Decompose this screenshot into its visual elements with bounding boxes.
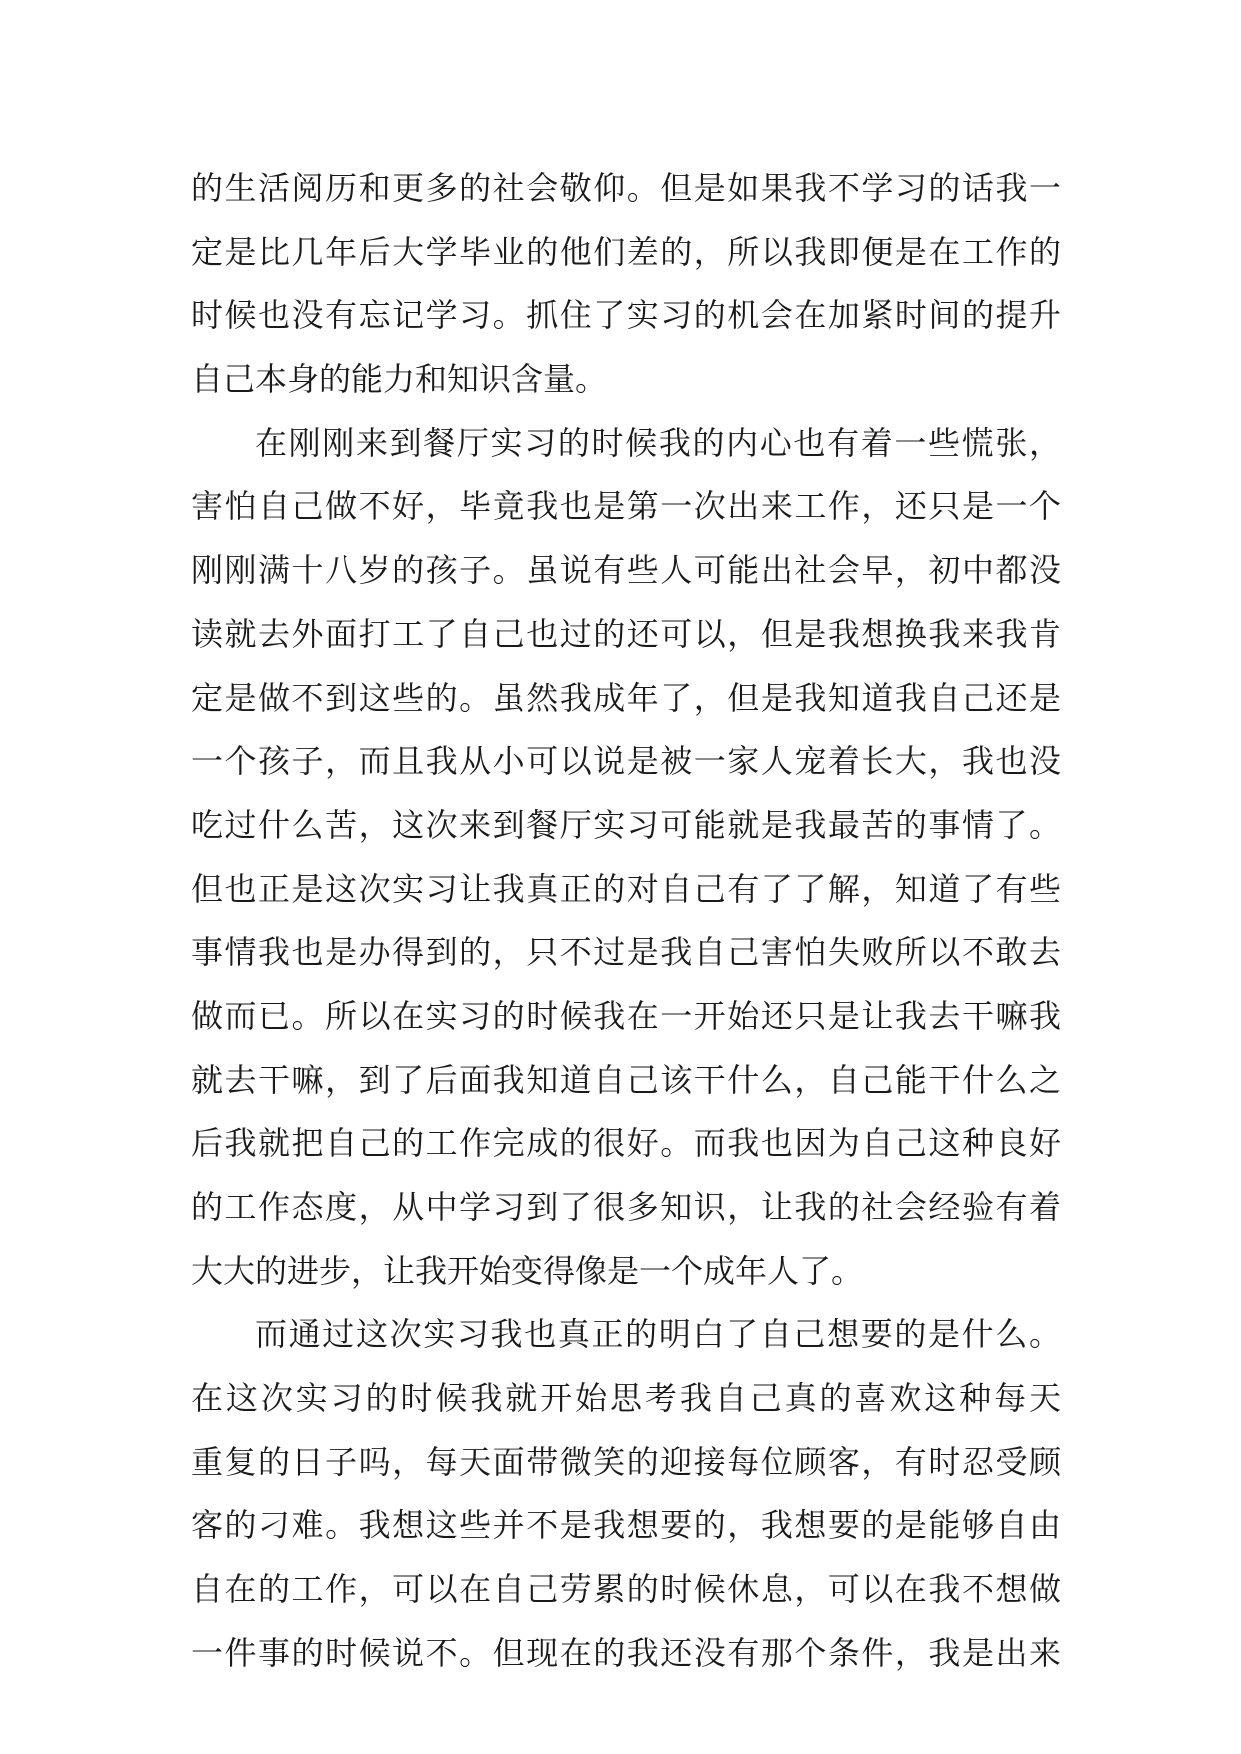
body-text [191,157,1061,1686]
text-line: 害怕自己做不好，毕竟我也是第一次出来工作，还只是一个 [191,487,1061,526]
text-line: 读就去外面打工了自己也过的还可以，但是我想换我来我肯 [191,614,1061,653]
text-line: 但也正是这次实习让我真正的对自己有了了解，知道了有些 [191,869,1061,908]
text-line: 在刚刚来到餐厅实习的时候我的内心也有着一些慌张， [255,423,1061,462]
text-line: 定是比几年后大学毕业的他们差的，所以我即便是在工作的 [191,232,1061,271]
text-line: 刚刚满十八岁的孩子。虽说有些人可能出社会早，初中都没 [191,551,1061,590]
text-line: 做而已。所以在实习的时候我在一开始还只是让我去干嘛我 [191,996,1061,1035]
text-line: 吃过什么苦，这次来到餐厅实习可能就是我最苦的事情了。 [191,805,1061,844]
text-line: 事情我也是办得到的，只不过是我自己害怕失败所以不敢去 [191,933,1061,972]
text-line: 大大的进步，让我开始变得像是一个成年人了。 [191,1251,864,1290]
text-line: 一件事的时候说不。但现在的我还没有那个条件，我是出来 [191,1633,1061,1672]
text-line: 自在的工作，可以在自己劳累的时候休息，可以在我不想做 [191,1570,1061,1609]
text-line: 的生活阅历和更多的社会敬仰。但是如果我不学习的话我一 [191,169,1061,207]
text-line: 的工作态度，从中学习到了很多知识，让我的社会经验有着 [191,1188,1061,1226]
text-line: 就去干嘛，到了后面我知道自己该干什么，自己能干什么之 [191,1060,1061,1099]
text-line: 重复的日子吗，每天面带微笑的迎接每位顾客，有时忍受顾 [191,1442,1061,1481]
text-line: 定是做不到这些的。虽然我成年了，但是我知道我自己还是 [191,678,1061,717]
text-line: 客的刁难。我想这些并不是我想要的，我想要的是能够自由 [191,1506,1061,1545]
text-line: 在这次实习的时候我就开始思考我自己真的喜欢这种每天 [191,1379,1061,1418]
text-line: 而通过这次实习我也真正的明白了自己想要的是什么。 [255,1315,1061,1354]
text-line: 一个孩子，而且我从小可以说是被一家人宠着长大，我也没 [191,742,1061,781]
text-line: 时候也没有忘记学习。抓住了实习的机会在加紧时间的提升 [191,296,1061,335]
text-line: 后我就把自己的工作完成的很好。而我也因为自己这种良好 [191,1124,1061,1163]
text-line: 自己本身的能力和知识含量。 [191,360,608,399]
